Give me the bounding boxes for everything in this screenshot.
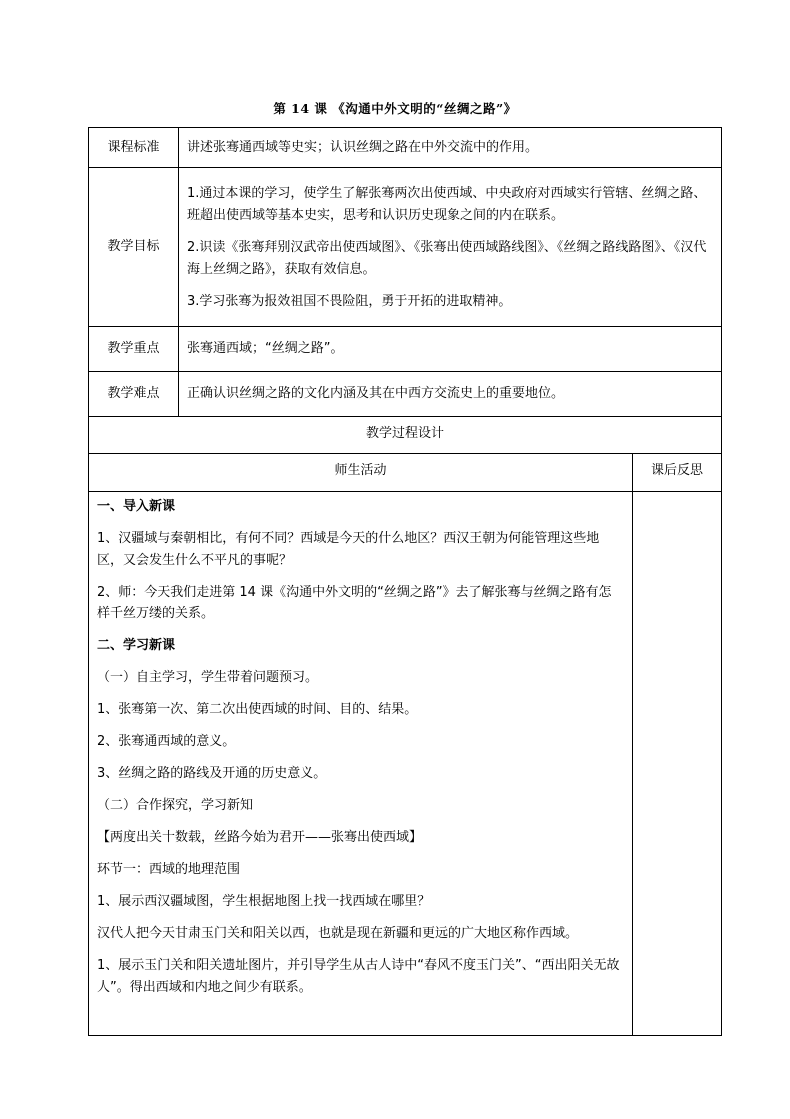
difficulties-label: 教学难点 [89, 372, 179, 417]
proc-para-8: 3、丝绸之路的路线及开通的历史意义。 [97, 766, 327, 781]
proc-para-9: （二）合作探究，学习新知 [97, 798, 254, 813]
proc-para-4: 二、学习新课 [97, 638, 176, 653]
process-header-row [89, 454, 722, 492]
process-section-title: 教学过程设计 [89, 417, 722, 454]
proc-para-14: 1、展示玉门关和阳关遗址图片，并引导学生从古人诗中“春风不度玉门关”、“西出阳关无故人”。得出西域和内地之间少有联系。 [97, 958, 620, 995]
key-points-label: 教学重点 [89, 327, 179, 372]
process-title-row [89, 417, 722, 454]
standard-row [89, 128, 722, 168]
page-title: 第 14 课 《沟通中外文明的“丝绸之路”》 [273, 101, 517, 116]
proc-para-10: 【两度出关十数载，丝路今始为君开——张骞出使西域】 [97, 830, 423, 845]
goals-row [89, 168, 722, 327]
difficulties-content: 正确认识丝绸之路的文化内涵及其在中西方交流史上的重要地位。 [179, 372, 722, 417]
goal-item-3: 3.学习张骞为报效祖国不畏险阻，勇于开拓的进取精神。 [187, 293, 512, 309]
process-body-row [89, 492, 722, 1036]
proc-para-7: 2、张骞通西域的意义。 [97, 734, 236, 749]
standard-content: 讲述张骞通西域等史实；认识丝绸之路在中外交流中的作用。 [179, 128, 722, 168]
proc-para-6: 1、张骞第一次、第二次出使西域的时间、目的、结果。 [97, 702, 418, 717]
proc-para-2: 1、汉疆域与秦朝相比，有何不同？西域是今天的什么地区？西汉王朝为何能管理这些地区，又会发生什么不平凡的事呢？ [97, 531, 600, 568]
standard-label: 课程标准 [89, 128, 179, 168]
goal-item-1: 1.通过本课的学习，使学生了解张骞两次出使西域、中央政府对西域实行管辖、丝绸之路、班超出使西域等基本史实，思考和认识历史现象之间的内在联系。 [187, 185, 707, 223]
proc-para-1: 一、导入新课 [97, 499, 176, 514]
activity-content [89, 492, 633, 1036]
proc-para-3: 2、师：今天我们走进第 14 课《沟通中外文明的“丝绸之路”》去了解张骞与丝绸之路有怎样千丝万缕的关系。 [97, 584, 612, 621]
difficulties-row [89, 372, 722, 417]
goals-label: 教学目标 [89, 168, 179, 327]
proc-para-12: 1、展示西汉疆域图，学生根据地图上找一找西域在哪里？ [97, 894, 431, 909]
activity-column-header: 师生活动 [89, 454, 633, 492]
proc-para-5: （一）自主学习，学生带着问题预习。 [97, 670, 319, 685]
key-points-row [89, 327, 722, 372]
goal-item-2: 2.识读《张骞拜别汉武帝出使西域图》、《张骞出使西域路线图》、《丝绸之路线路图》、《汉代海上丝绸之路》，获取有效信息。 [187, 239, 707, 277]
key-points-content: 张骞通西域；“丝绸之路”。 [179, 327, 722, 372]
proc-para-13: 汉代人把今天甘肃玉门关和阳关以西，也就是现在新疆和更远的广大地区称作西域。 [97, 926, 579, 941]
lesson-plan-table [88, 127, 722, 1036]
goals-content [179, 168, 722, 327]
reflection-column-header: 课后反思 [633, 454, 722, 492]
proc-para-11: 环节一：西域的地理范围 [97, 862, 241, 877]
reflection-content [633, 492, 722, 1036]
